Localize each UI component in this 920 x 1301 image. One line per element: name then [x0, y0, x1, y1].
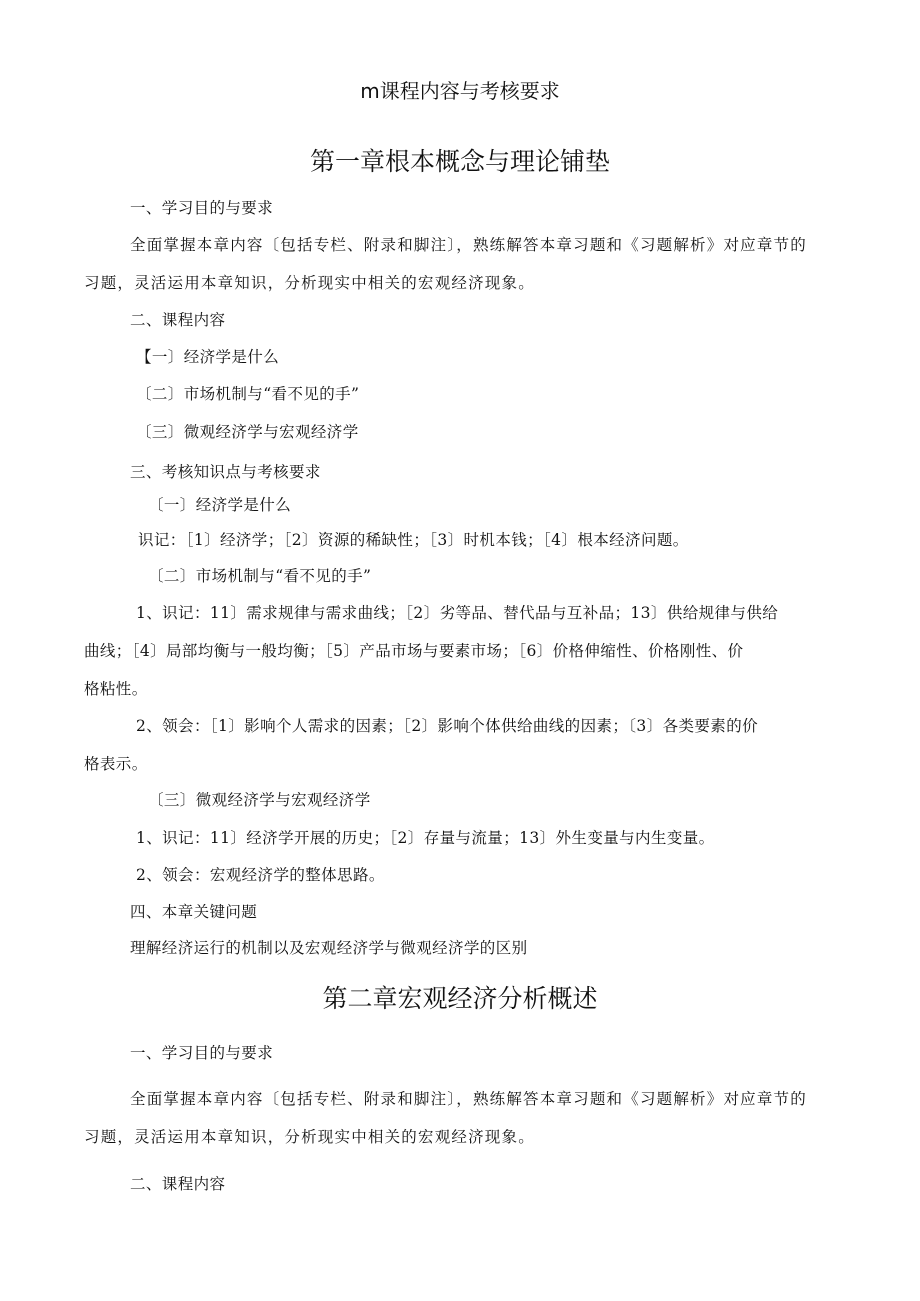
- ch2-section1-paragraph-line2: 习题，灵活运用本章知识，分析现实中相关的宏观经济现象。: [84, 1128, 535, 1146]
- ch1-section3-heading: 三、考核知识点与考核要求: [130, 463, 321, 481]
- ch1-section2-item1: 【一〕经济学是什么: [136, 348, 280, 366]
- ch1-section3-sub2-recall-line1: 1、识记：11〕需求规律与需求曲线；［2〕劣等品、替代品与互补品；13〕供给规律与供给: [136, 604, 779, 622]
- ch1-section3-sub3: 〔三〕微观经济学与宏观经济学: [148, 791, 371, 809]
- ch2-section1-paragraph-line1: 全面掌握本章内容〔包括专栏、附录和脚注〕，熟练解答本章习题和《习题解析》对应章节的: [130, 1090, 807, 1108]
- ch1-section1-paragraph-line1: 全面掌握本章内容〔包括专栏、附录和脚注〕，熟练解答本章习题和《习题解析》对应章节的: [130, 236, 807, 254]
- ch1-section3-sub1: 〔一〕经济学是什么: [148, 496, 292, 514]
- ch1-section3-sub3-comprehend: 2、领会：宏观经济学的整体思路。: [136, 866, 385, 884]
- ch1-section2-heading: 二、课程内容: [130, 311, 226, 329]
- ch1-section2-item3: 〔三〕微观经济学与宏观经济学: [136, 423, 359, 441]
- ch1-section3-sub2-recall-line3: 格粘性。: [84, 680, 148, 698]
- page-title: m课程内容与考核要求: [360, 79, 560, 103]
- ch1-section3-sub2: 〔二〕市场机制与“看不见的手”: [148, 567, 372, 585]
- ch1-section3-sub2-recall-line2: 曲线；［4〕局部均衡与一般均衡；［5〕产品市场与要素市场；［6〕价格伸缩性、价格刚性、价: [84, 642, 744, 660]
- ch1-section1-paragraph-line2: 习题，灵活运用本章知识，分析现实中相关的宏观经济现象。: [84, 274, 535, 292]
- ch2-section2-heading: 二、课程内容: [130, 1175, 226, 1193]
- ch1-section3-sub1-recall: 识记：［1〕经济学；［2〕资源的稀缺性；［3〕时机本钱；［4〕根本经济问题。: [138, 531, 689, 549]
- chapter-1-heading: 第一章根本概念与理论铺垫: [309, 147, 610, 176]
- ch2-section1-heading: 一、学习目的与要求: [130, 1044, 274, 1062]
- chapter-2-heading: 第二章宏观经济分析概述: [322, 984, 598, 1013]
- ch1-section4-text: 理解经济运行的机制以及宏观经济学与微观经济学的区别: [130, 939, 528, 957]
- ch1-section2-item2: 〔二〕市场机制与“看不见的手”: [136, 385, 360, 403]
- ch1-section1-heading: 一、学习目的与要求: [130, 199, 274, 217]
- ch1-section3-sub2-comprehend-line1: 2、领会：［1〕影响个人需求的因素；［2〕影响个体供给曲线的因素；〔3〕各类要素的价: [136, 717, 758, 735]
- ch1-section4-heading: 四、本章关键问题: [130, 903, 258, 921]
- ch1-section3-sub3-recall: 1、识记：11〕经济学开展的历史；［2〕存量与流量；13〕外生变量与内生变量。: [136, 829, 715, 847]
- ch1-section3-sub2-comprehend-line2: 格表示。: [84, 755, 148, 773]
